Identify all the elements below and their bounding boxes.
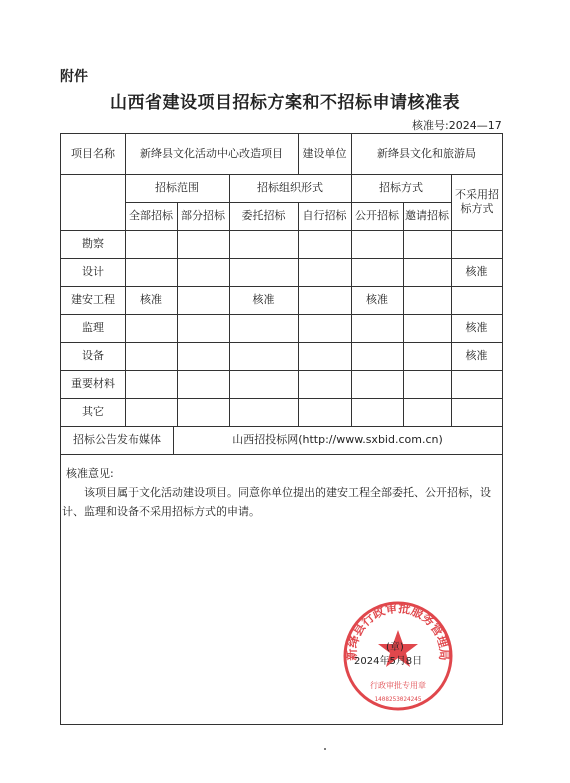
header-partial-tender: 部分招标 xyxy=(181,209,225,222)
header-open: 公开招标 xyxy=(355,209,399,222)
seal-zhang-label: (章) xyxy=(386,642,404,653)
header-entrusted: 委托招标 xyxy=(241,209,286,222)
media-value: 山西招投标网(http://www.sxbid.com.cn) xyxy=(232,433,443,446)
row-label-supervision: 监理 xyxy=(82,321,104,334)
row-construction-full: 核准 xyxy=(140,293,162,306)
seal-code: 1408253024245 xyxy=(374,696,422,703)
header-full-tender: 全部招标 xyxy=(129,209,173,222)
row-equipment-no-tender: 核准 xyxy=(465,349,488,362)
approval-number: 核准号:2024—17 xyxy=(412,119,502,132)
row-label-design: 设计 xyxy=(82,265,104,278)
attachment-label: 附件 xyxy=(60,69,88,85)
row-design-no-tender: 核准 xyxy=(465,265,488,278)
seal-date: 2024年5月8日 xyxy=(354,656,423,667)
header-tender-scope: 招标范围 xyxy=(155,181,199,194)
row-supervision-no-tender: 核准 xyxy=(465,321,488,334)
seal-inner-text: 行政审批专用章 xyxy=(370,681,426,690)
row-label-survey: 勘察 xyxy=(82,237,104,250)
header-tender-method: 招标方式 xyxy=(379,181,423,194)
project-name-label: 项目名称 xyxy=(71,147,115,160)
header-org-form: 招标组织形式 xyxy=(257,181,323,194)
row-label-other: 其它 xyxy=(82,405,104,418)
row-label-materials: 重要材料 xyxy=(71,377,115,390)
project-name-value: 新绛县文化活动中心改造项目 xyxy=(140,147,283,160)
seal-ring-text: 新绛县行政审批服务管理局 xyxy=(344,601,452,661)
row-label-construction: 建安工程 xyxy=(71,293,115,306)
header-self: 自行招标 xyxy=(302,209,347,222)
opinion-label: 核准意见: xyxy=(66,467,114,480)
header-no-tender: 不采用招标方式 xyxy=(455,188,499,215)
row-survey-no-tender xyxy=(451,230,502,258)
document-title: 山西省建设项目招标方案和不招标申请核准表 xyxy=(110,93,460,113)
scan-dot xyxy=(324,748,326,750)
construction-unit-value: 新绛县文化和旅游局 xyxy=(377,147,476,160)
row-label-equipment: 设备 xyxy=(82,349,104,362)
media-label: 招标公告发布媒体 xyxy=(73,433,161,446)
header-invited: 邀请招标 xyxy=(405,209,449,222)
construction-unit-label: 建设单位 xyxy=(302,147,347,160)
opinion-text: 该项目属于文化活动建设项目。同意你单位提出的建安工程全部委托、公开招标，设计、监理和设备不采用招标方式的申请。 xyxy=(62,486,491,518)
row-construction-entrusted: 核准 xyxy=(252,293,275,306)
row-construction-open: 核准 xyxy=(366,293,388,306)
